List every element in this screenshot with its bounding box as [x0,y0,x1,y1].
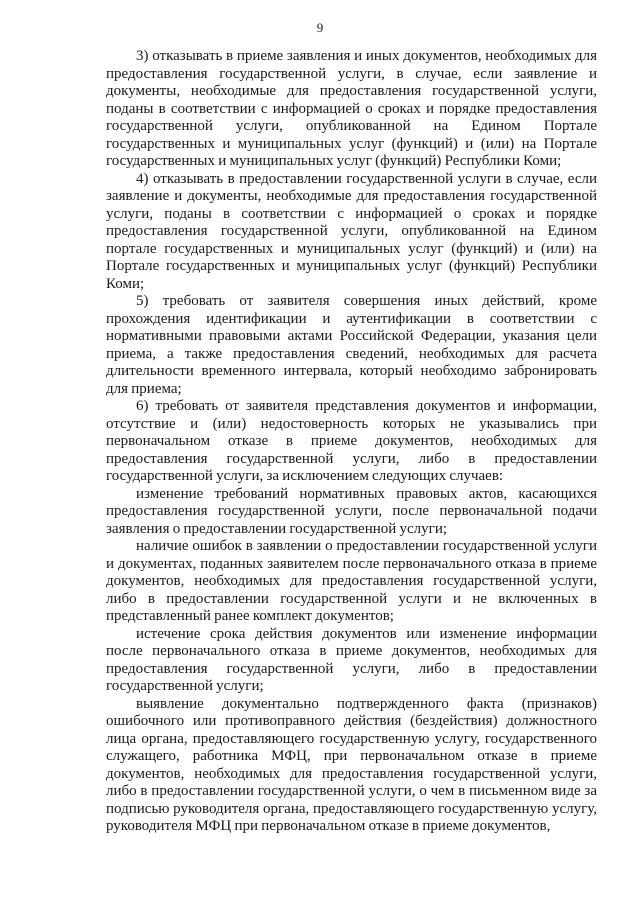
paragraph-exception-errors: наличие ошибок в заявлении о предоставлении государственной услуги и документах, поданных заявителем после первоначального отказа в приеме документов, необходимых для предоставления государственной услуги, либо в предоставлении государственной услуги и не включенных в представленный ранее комплект документов; [106,538,597,624]
paragraph-item-5: 5) требовать от заявителя совершения иных действий, кроме прохождения идентификации и аутентификации в соответствии с нормативными правовыми актами Российской Федерации, указания цели приема, а также предоставления сведений, необходимых для расчета длительности временного интервала, который необходимо забронировать для приема; [106,293,597,397]
paragraph-exception-expiry: истечение срока действия документов или изменение информации после первоначального отказа в приеме документов, необходимых для предоставления государственной услуги, либо в предоставлении государственной услуги; [106,625,597,694]
paragraph-exception-requirements-change: изменение требований нормативных правовых актов, касающихся предоставления государственной услуги, после первоначальной подачи заявления о предоставлении государственной услуги; [106,485,597,537]
paragraph-item-4: 4) отказывать в предоставлении государственной услуги в случае, если заявление и документы, необходимые для предоставления государственной услуги, поданы в соответствии с информацией о сроках и порядке предоставления государственной услуги, опубликованной на Едином портале государственных и муниципальных услуг (функций) и (или) на Портале государственных и муниципальных услуг (функций) Республики Коми; [106,170,597,292]
paragraph-item-6: 6) требовать от заявителя представления документов и информации, отсутствие и (или) недостоверность которых не указывались при первоначальном отказе в приеме документов, необходимых для предоставления государственной услуги, либо в предоставлении государственной услуги, за исключением следующих случаев: [106,398,597,484]
paragraph-exception-misconduct: выявление документально подтвержденного факта (признаков) ошибочного или противоправного действия (бездействия) должностного лица органа, предоставляющего государственную услугу, государственного служащего, работника МФЦ, при первоначальном отказе в приеме документов, необходимых для предоставления государственной услуги, либо в предоставлении государственной услуги, о чем в письменном виде за подписью руководителя органа, предоставляющего государственную услугу, руководителя МФЦ при первоначальном отказе в приеме документов, [106,695,597,834]
page-number: 9 [316,20,324,35]
paragraph-item-3: 3) отказывать в приеме заявления и иных документов, необходимых для предоставления государственной услуги, в случае, если заявление и документы, необходимые для предоставления государственной услуги, поданы в соответствии с информацией о сроках и порядке предоставления государственной услуги, опубликованной на Едином Портале государственных и муниципальных услуг (функций) и (или) на Портале государственных и муниципальных услуг (функций) Республики Коми; [106,48,597,169]
document-body [106,48,597,836]
